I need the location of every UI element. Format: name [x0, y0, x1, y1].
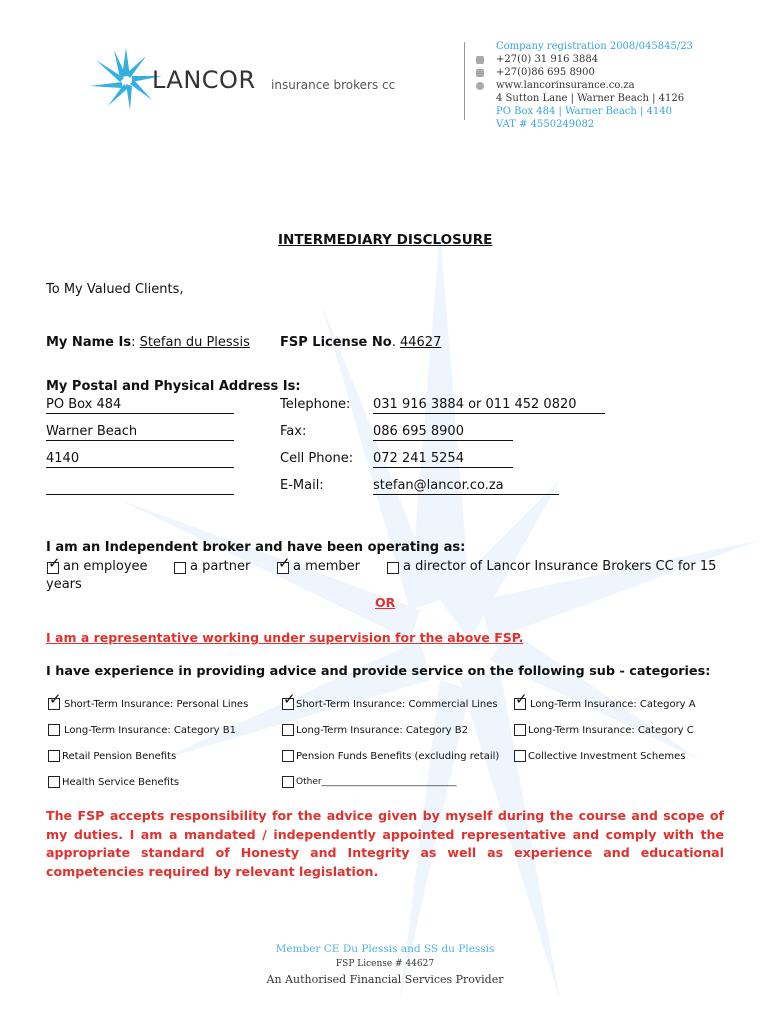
role-checkbox-director[interactable] [387, 562, 399, 574]
name-line: My Name Is: Stefan du Plessis [46, 335, 250, 350]
fax-value: 086 695 8900 [373, 424, 513, 441]
check-mark-icon: ✓ [49, 690, 62, 708]
greeting: To My Valued Clients, [46, 282, 184, 297]
category-label: Short-Term Insurance: Personal Lines [64, 699, 249, 710]
fax-icon [476, 69, 484, 77]
category-checkbox[interactable] [48, 690, 62, 710]
footer-members: Member CE Du Plessis and SS du Plessis [275, 943, 495, 955]
contact-phone: +27(0) 31 916 3884 [496, 54, 599, 65]
role-label: a member [293, 559, 361, 574]
footer-provider: An Authorised Financial Services Provider [266, 973, 504, 986]
fsp-line: FSP License No. 44627 [280, 335, 442, 350]
contact-vat: VAT # 4550249082 [496, 119, 595, 130]
fsp-value: 44627 [399, 335, 442, 350]
representative-text: I am a representative working under supervision for the above FSP. [46, 630, 524, 645]
email-label: E-Mail: [280, 478, 324, 493]
role-label: a director of Lancor Insurance Brokers CC for 15 [403, 559, 717, 574]
email-value[interactable]: stefan@lancor.co.za [373, 478, 559, 495]
contact-website[interactable]: www.lancorinsurance.co.za [496, 80, 635, 91]
contact-block [496, 40, 693, 131]
responsibility-text: The FSP accepts responsibility for the advice given by myself during the course and scope of my duties. I am a mandated / independently appointed representative and comply with the appropriate standard of Honesty and Integrity as well as experience and educational competencies required by relevant legislation. [46, 808, 724, 879]
cell-label: Cell Phone: [280, 451, 354, 466]
category-label: Pension Funds Benefits (excluding retail) [296, 751, 500, 762]
page-title: INTERMEDIARY DISCLOSURE [278, 232, 493, 248]
telephone-label: Telephone: [280, 397, 351, 412]
check-mark-icon: ✓ [48, 554, 61, 572]
check-mark-icon: ✓ [283, 690, 296, 708]
category-checkbox[interactable] [282, 750, 294, 762]
lancor-tagline: insurance brokers cc [271, 78, 396, 92]
name-label: My Name Is [46, 335, 132, 350]
role-checkbox-employee[interactable] [47, 554, 61, 574]
category-label: Retail Pension Benefits [62, 751, 177, 762]
contact-street: 4 Sutton Lane | Warner Beach | 4126 [496, 93, 685, 104]
role-label: a partner [190, 559, 251, 574]
category-label: Collective Investment Schemes [528, 751, 686, 762]
footer-license: FSP License # 44627 [335, 959, 435, 969]
telephone-value: 031 916 3884 or 011 452 0820 [373, 397, 605, 414]
cell-value: 072 241 5254 [373, 451, 513, 468]
contact-fax: +27(0)86 695 8900 [496, 67, 595, 78]
years-word: years [46, 577, 82, 592]
category-checkbox[interactable] [514, 690, 528, 710]
category-checkbox[interactable] [514, 724, 526, 736]
check-mark-icon: ✓ [278, 554, 291, 572]
contact-pobox: PO Box 484 | Warner Beach | 4140 [496, 106, 673, 117]
check-mark-icon: ✓ [515, 690, 528, 708]
role-checkbox-partner[interactable] [174, 562, 186, 574]
fsp-label: FSP License No [280, 335, 392, 350]
role-checkbox-member[interactable] [277, 554, 291, 574]
broker-heading: I am an Independent broker and have been operating as: [46, 540, 466, 555]
category-checkbox[interactable] [282, 776, 294, 788]
category-label: Health Service Benefits [62, 777, 180, 788]
lancor-brand: LANCOR [152, 66, 256, 94]
address-line: 4140 [46, 451, 234, 468]
category-checkbox[interactable] [48, 776, 60, 788]
category-label: Long-Term Insurance: Category A [530, 699, 696, 710]
category-checkbox[interactable] [282, 724, 294, 736]
web-icon [476, 82, 484, 90]
phone-icon [476, 56, 484, 64]
category-label: Other______________________________ [296, 777, 457, 787]
fax-label: Fax: [280, 424, 307, 439]
category-label: Long-Term Insurance: Category B1 [64, 725, 236, 736]
role-label: an employee [63, 559, 148, 574]
company-registration: Company registration 2008/045845/23 [496, 41, 693, 52]
experience-heading: I have experience in providing advice and provide service on the following sub - categories: [46, 664, 711, 679]
address-line [46, 478, 234, 495]
category-label: Long-Term Insurance: Category C [528, 725, 694, 736]
header-divider [464, 42, 465, 120]
category-checkbox[interactable] [48, 750, 60, 762]
category-label: Short-Term Insurance: Commercial Lines [296, 699, 498, 710]
category-label: Long-Term Insurance: Category B2 [296, 725, 468, 736]
address-line: Warner Beach [46, 424, 234, 441]
category-checkbox[interactable] [514, 750, 526, 762]
address-line: PO Box 484 [46, 397, 234, 414]
category-checkbox[interactable] [282, 690, 296, 710]
address-label: My Postal and Physical Address Is: [46, 379, 301, 394]
or-text: OR [375, 595, 396, 610]
name-value: Stefan du Plessis [139, 335, 250, 350]
category-checkbox[interactable] [48, 724, 60, 736]
